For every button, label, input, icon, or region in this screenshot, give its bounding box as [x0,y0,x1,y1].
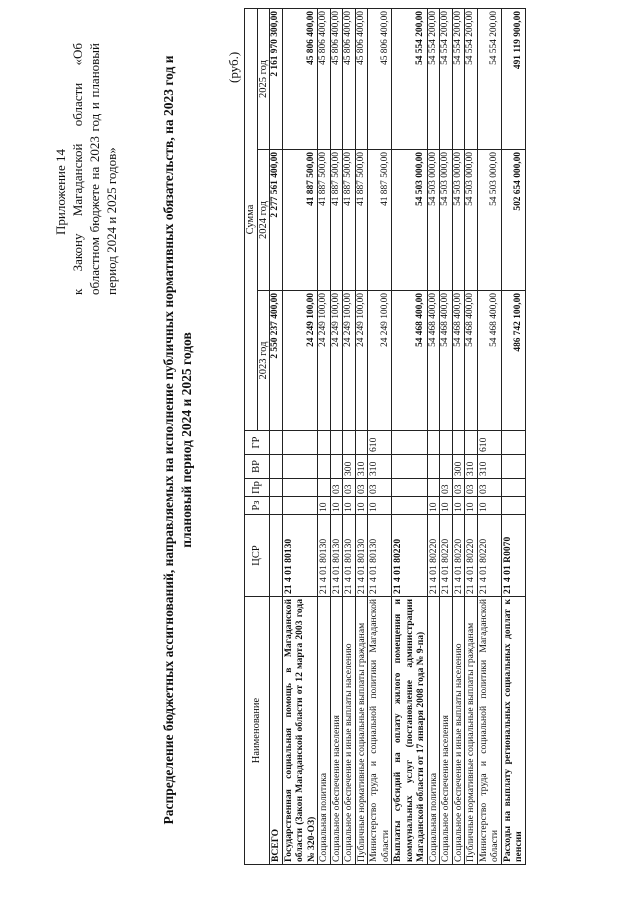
row-2024: 54 503 000,00 [452,150,465,291]
row-vr [427,455,440,479]
budget-table [244,8,526,865]
row-gr: 610 [368,431,392,455]
row-csr: 21 4 01 80130 [355,515,368,597]
row-rz [270,497,283,515]
row-rz: 10 [330,497,343,515]
row-pr: 03 [355,479,368,497]
table-row [452,9,465,865]
row-2023: 54 468 400,00 [427,291,440,431]
row-vr: 310 [465,455,478,479]
header-2023: 2023 год [257,291,270,431]
row-pr [270,479,283,497]
row-2023: 24 249 100,00 [318,291,331,431]
row-csr: 21 4 01 80220 [477,515,501,597]
table-row [343,9,356,865]
row-rz: 10 [440,497,453,515]
row-vr [440,455,453,479]
row-pr: 03 [368,479,392,497]
row-2024: 41 887 500,00 [355,150,368,291]
row-rz [501,497,525,515]
row-rz: 10 [427,497,440,515]
header-row [245,9,258,865]
row-gr [427,431,440,455]
appendix-note [52,43,120,295]
row-name: Социальное обеспечение и иные выплаты населению [452,597,465,865]
row-pr: 03 [477,479,501,497]
table-row [427,9,440,865]
row-2024: 41 887 500,00 [368,150,392,291]
row-2023: 24 249 100,00 [368,291,392,431]
row-rz: 10 [318,497,331,515]
table-row [355,9,368,865]
header-sum: Сумма [245,9,258,431]
row-name: Социальное обеспечение населения [440,597,453,865]
row-name: Расходы на выплату региональных социальных доплат к пенсии [501,597,525,865]
row-pr: 03 [343,479,356,497]
table-row [368,9,392,865]
row-2025: 45 806 400,00 [330,9,343,150]
appendix-law-reference: к Закону Магаданской области «Об областном бюджете на 2023 год и плановый период 2024 и 2025 годов» [70,43,119,295]
row-2024: 54 503 000,00 [392,150,428,291]
row-2025: 45 806 400,00 [318,9,331,150]
row-pr: 03 [452,479,465,497]
row-gr [501,431,525,455]
row-gr [392,431,428,455]
row-2024: 41 887 500,00 [318,150,331,291]
row-rz: 10 [465,497,478,515]
row-vr [330,455,343,479]
row-2025: 45 806 400,00 [355,9,368,150]
row-vr: 310 [355,455,368,479]
row-rz: 10 [452,497,465,515]
row-pr [318,479,331,497]
row-pr [501,479,525,497]
row-gr [465,431,478,455]
row-gr: 610 [477,431,501,455]
row-name: Публичные нормативные социальные выплаты гражданам [355,597,368,865]
row-2025: 45 806 400,00 [343,9,356,150]
header-2024: 2024 год [257,150,270,291]
row-name: Министерство труда и социальной политики Магаданской области [368,597,392,865]
row-2023: 24 249 100,00 [343,291,356,431]
table-row [392,9,428,865]
row-2023: 24 249 100,00 [282,291,318,431]
row-name: Выплаты субсидий на оплату жилого помещения и коммунальных услуг (постановление администрации Магаданской области от 17 января 2008 года № 9-па) [392,597,428,865]
row-vr [282,455,318,479]
row-2025: 54 554 200,00 [452,9,465,150]
row-2025: 45 806 400,00 [368,9,392,150]
row-gr [440,431,453,455]
row-name: Публичные нормативные социальные выплаты гражданам [465,597,478,865]
row-csr: 21 4 01 80130 [318,515,331,597]
row-csr: 21 4 01 80220 [465,515,478,597]
row-vr: 310 [477,455,501,479]
row-2025: 54 554 200,00 [477,9,501,150]
row-2023: 54 468 400,00 [465,291,478,431]
document-title: Распределение бюджетных ассигнований, направляемых на исполнение публичных нормативных обязательств, на 2023 год и плановый период 2024 и 2025 годов [161,55,194,825]
row-2024: 54 503 000,00 [440,150,453,291]
row-gr [355,431,368,455]
row-2023: 24 249 100,00 [330,291,343,431]
row-2024: 2 277 561 400,00 [270,150,283,291]
row-2025: 54 554 200,00 [440,9,453,150]
table-row [330,9,343,865]
row-rz: 10 [477,497,501,515]
appendix-number: Приложение 14 [53,148,68,235]
header-rz: Рз [245,497,270,515]
table-row-total [270,9,283,865]
row-2025: 491 119 900,00 [501,9,525,150]
row-pr [282,479,318,497]
header-csr: ЦСР [245,515,270,597]
row-name: Государственная социальная помощь в Магаданской области (Закон Магаданской области от 12 марта 2003 года № 320-ОЗ) [282,597,318,865]
header-pr: Пр [245,479,270,497]
table-row [501,9,525,865]
header-vr: ВР [245,455,270,479]
header-gr: ГР [245,431,270,455]
row-2023: 486 742 100,00 [501,291,525,431]
row-vr: 310 [368,455,392,479]
row-csr: 21 4 01 80220 [440,515,453,597]
row-2023: 54 468 400,00 [452,291,465,431]
row-2023: 54 468 400,00 [477,291,501,431]
row-2025: 45 806 400,00 [282,9,318,150]
row-2024: 54 503 000,00 [427,150,440,291]
row-gr [343,431,356,455]
row-gr [330,431,343,455]
row-2024: 41 887 500,00 [330,150,343,291]
row-2023: 2 550 237 400,00 [270,291,283,431]
table-row [477,9,501,865]
row-rz: 10 [355,497,368,515]
row-2025: 54 554 200,00 [427,9,440,150]
table-row [465,9,478,865]
row-vr [501,455,525,479]
row-2025: 54 554 200,00 [392,9,428,150]
row-2024: 54 503 000,00 [465,150,478,291]
table-row [440,9,453,865]
row-csr: 21 4 01 80130 [368,515,392,597]
row-vr: 300 [452,455,465,479]
row-name: Социальное обеспечение населения [330,597,343,865]
row-vr [318,455,331,479]
row-2024: 54 503 000,00 [477,150,501,291]
row-2025: 54 554 200,00 [465,9,478,150]
row-2023: 24 249 100,00 [355,291,368,431]
header-name: Наименование [245,597,270,865]
row-2023: 54 468 400,00 [440,291,453,431]
row-pr: 03 [465,479,478,497]
row-2024: 502 654 000,00 [501,150,525,291]
row-rz [282,497,318,515]
row-csr [270,515,283,597]
row-2023: 54 468 400,00 [392,291,428,431]
row-csr: 21 4 01 80130 [330,515,343,597]
row-gr [270,431,283,455]
row-csr: 21 4 01 80130 [282,515,318,597]
row-gr [452,431,465,455]
row-csr: 21 4 01 80220 [392,515,428,597]
row-name: ВСЕГО [270,597,283,865]
row-gr [318,431,331,455]
table-row [318,9,331,865]
row-vr: 300 [343,455,356,479]
row-pr [392,479,428,497]
row-name: Социальная политика [318,597,331,865]
currency-unit: (руб.) [226,51,241,83]
row-csr: 21 4 01 80220 [427,515,440,597]
header-2025: 2025 год [257,9,270,150]
row-pr: 03 [330,479,343,497]
row-csr: 21 4 01 R0070 [501,515,525,597]
row-rz [392,497,428,515]
row-csr: 21 4 01 80220 [452,515,465,597]
row-2024: 41 887 500,00 [343,150,356,291]
row-name: Министерство труда и социальной политики Магаданской области [477,597,501,865]
row-2025: 2 161 970 300,00 [270,9,283,150]
row-vr [270,455,283,479]
row-name: Социальное обеспечение и иные выплаты населению [343,597,356,865]
row-name: Социальная политика [427,597,440,865]
row-rz: 10 [343,497,356,515]
row-pr: 03 [440,479,453,497]
row-pr [427,479,440,497]
row-gr [282,431,318,455]
row-csr: 21 4 01 80130 [343,515,356,597]
row-2024: 41 887 500,00 [282,150,318,291]
table-row [282,9,318,865]
row-rz: 10 [368,497,392,515]
row-vr [392,455,428,479]
